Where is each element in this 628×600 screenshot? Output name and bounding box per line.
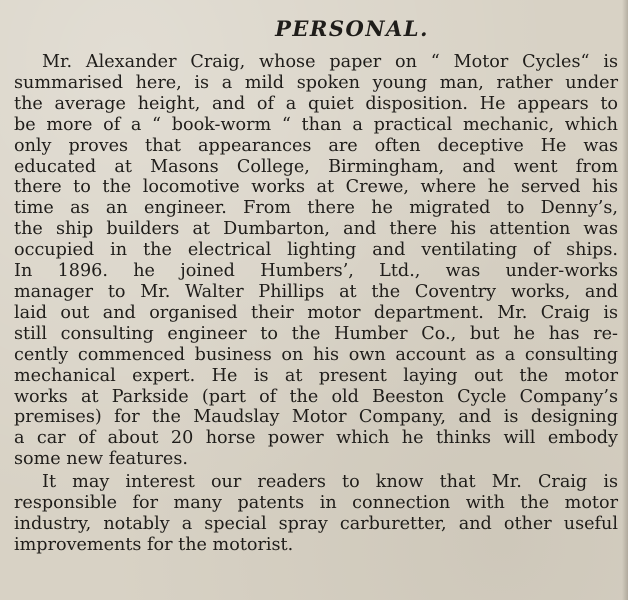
text-line: only proves that appearances are often deceptive He was — [14, 135, 618, 156]
text-line: time as an engineer. From there he migrated to Denny’s, — [14, 198, 618, 219]
paragraph-2 — [14, 472, 618, 556]
text-line: cently commenced business on his own account as a consulting — [14, 344, 618, 365]
text-line: the average height, and of a quiet disposition. He appears to — [14, 93, 618, 114]
text-line: educated at Masons College, Birmingham, and went from — [14, 156, 618, 177]
paragraph-1 — [14, 52, 618, 470]
text-line: works at Parkside (part of the old Beeston Cycle Company’s — [14, 386, 618, 407]
text-line: premises) for the Maudslay Motor Company, and is designing — [14, 407, 618, 428]
text-line: occupied in the electrical lighting and ventilating of ships. — [14, 240, 618, 261]
article-title: PERSONAL. — [275, 16, 429, 41]
text-line: a car of about 20 horse power which he thinks will embody — [14, 428, 618, 449]
text-line: be more of a “ book-worm “ than a practical mechanic, which — [14, 114, 618, 135]
text-line: Mr. Alexander Craig, whose paper on “ Motor Cycles“ is — [42, 52, 618, 72]
text-line: the ship builders at Dumbarton, and there his attention was — [14, 219, 618, 240]
text-line: It may interest our readers to know that Mr. Craig is — [42, 472, 618, 493]
text-line: In 1896. he joined Humbers’, Ltd., was under-works — [14, 261, 618, 282]
text-line: there to the locomotive works at Crewe, where he served his — [14, 177, 618, 198]
text-line: laid out and organised their motor department. Mr. Craig is — [14, 302, 618, 323]
text-line: manager to Mr. Walter Phillips at the Coventry works, and — [14, 281, 618, 302]
text-line: responsible for many patents in connection with the motor — [14, 493, 618, 514]
text-line: some new features. — [14, 449, 188, 470]
text-line: summarised here, is a mild spoken young man, rather under — [14, 72, 618, 93]
text-line: industry, notably a special spray carburetter, and other useful — [14, 513, 618, 534]
text-line: improvements for the motorist. — [14, 534, 294, 555]
text-line: mechanical expert. He is at present laying out the motor — [14, 365, 618, 386]
text-line: still consulting engineer to the Humber Co., but he has re- — [14, 323, 618, 344]
